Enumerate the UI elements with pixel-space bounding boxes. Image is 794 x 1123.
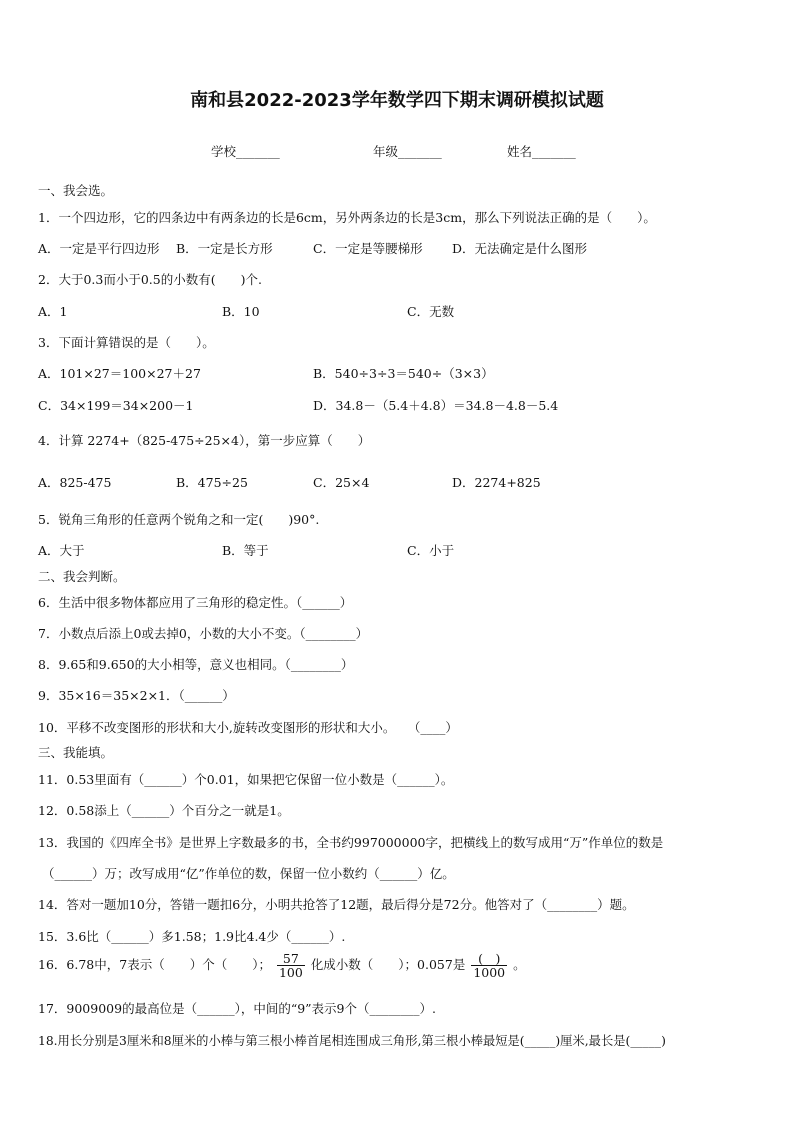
question-2-option-c: C．无数 (407, 304, 455, 319)
question-4-option-d: D．2274+825 (452, 475, 541, 490)
question-1-option-b: B．一定是长方形 (176, 241, 273, 256)
question-4-option-c: C．25×4 (313, 475, 370, 490)
fraction-57-100 (277, 952, 305, 979)
fraction-denominator: 100 (278, 965, 303, 981)
question-6: 6．生活中很多物体都应用了三角形的稳定性。（______） (38, 595, 353, 610)
question-11: 11．0.53里面有（______）个0.01，如果把它保留一位小数是（______）。 (38, 772, 454, 787)
question-4-option-b: B．475÷25 (176, 475, 248, 490)
section-heading-choice: 一、我会选。 (38, 183, 114, 198)
question-9: 9．35×16＝35×2×1．（______） (38, 688, 235, 703)
question-2: 2．大于0.3而小于0.5的小数有( )个. (38, 272, 262, 287)
question-16-part-2: 化成小数（ ）；0.057是 (310, 957, 466, 973)
question-16-part-1: 16．6.78中，7表示（ ）个（ ）； (38, 957, 271, 973)
school-field: 学校_______ (211, 144, 280, 159)
question-13-line-2: （______）万；改写成用“亿”作单位的数，保留一位小数约（______）亿。 (42, 866, 455, 881)
question-1-option-d: D．无法确定是什么图形 (452, 241, 588, 256)
section-heading-fill: 三、我能填。 (38, 745, 114, 760)
question-3-option-d: D．34.8－（5.4＋4.8）＝34.8－4.8－5.4 (313, 398, 559, 413)
question-3-option-a: A．101×27＝100×27＋27 (38, 366, 201, 381)
question-10: 10．平移不改变图形的形状和大小,旋转改变图形的形状和大小。 （____） (38, 720, 458, 735)
question-1-option-c: C．一定是等腰梯形 (313, 241, 423, 256)
question-12: 12．0.58添上（______）个百分之一就是1。 (38, 803, 290, 818)
question-16-part-3: 。 (513, 957, 526, 973)
question-1: 1．一个四边形，它的四条边中有两条边的长是6cm，另外两条边的长是3cm，那么下列说法正确的是（ ）。 (38, 210, 656, 225)
question-16 (38, 952, 526, 979)
fraction-blank-1000 (471, 952, 507, 979)
question-3-option-c: C．34×199＝34×200－1 (38, 398, 194, 413)
question-1-option-a: A．一定是平行四边形 (38, 241, 160, 256)
question-4: 4．计算 2274+（825-475÷25×4），第一步应算（ ） (38, 433, 371, 448)
name-field: 姓名_______ (507, 144, 576, 159)
question-5: 5．锐角三角形的任意两个锐角之和一定( )90°. (38, 512, 320, 527)
question-8: 8．9.65和9.650的大小相等，意义也相同。（________） (38, 657, 354, 672)
question-5-option-b: B．等于 (222, 543, 269, 558)
question-2-option-b: B．10 (222, 304, 260, 319)
question-3-option-b: B．540÷3÷3＝540÷（3×3） (313, 366, 494, 381)
section-heading-judge: 二、我会判断。 (38, 569, 126, 584)
question-5-option-a: A．大于 (38, 543, 85, 558)
question-14: 14．答对一题加10分，答错一题扣6分，小明共抢答了12题，最后得分是72分。他答对了（________）题。 (38, 897, 635, 912)
question-15: 15．3.6比（______）多1.58；1.9比4.4少（______）. (38, 929, 346, 944)
question-13-line-1: 13．我国的《四库全书》是世界上字数最多的书，全书约997000000字，把横线上的数写成用“万”作单位的数是 (38, 835, 664, 850)
question-5-option-c: C．小于 (407, 543, 455, 558)
fraction-numerator-blank: ( ) (471, 952, 507, 966)
fraction-numerator: 57 (277, 952, 305, 966)
question-18: 18.用长分别是3厘米和8厘米的小棒与第三根小棒首尾相连围成三角形,第三根小棒最短是(_____)厘米,最长是(_____) (38, 1034, 666, 1048)
question-2-option-a: A．1 (38, 304, 68, 319)
question-3: 3．下面计算错误的是（ ）。 (38, 335, 215, 350)
fraction-denominator-1000: 1000 (473, 965, 506, 981)
question-17: 17．9009009的最高位是（______），中间的“9”表示9个（________）. (38, 1001, 436, 1016)
page-title: 南和县2022-2023学年数学四下期末调研模拟试题 (190, 90, 604, 111)
grade-field: 年级_______ (373, 144, 442, 159)
question-7: 7．小数点后添上0或去掉0，小数的大小不变。（________） (38, 626, 369, 641)
question-4-option-a: A．825-475 (38, 475, 112, 490)
